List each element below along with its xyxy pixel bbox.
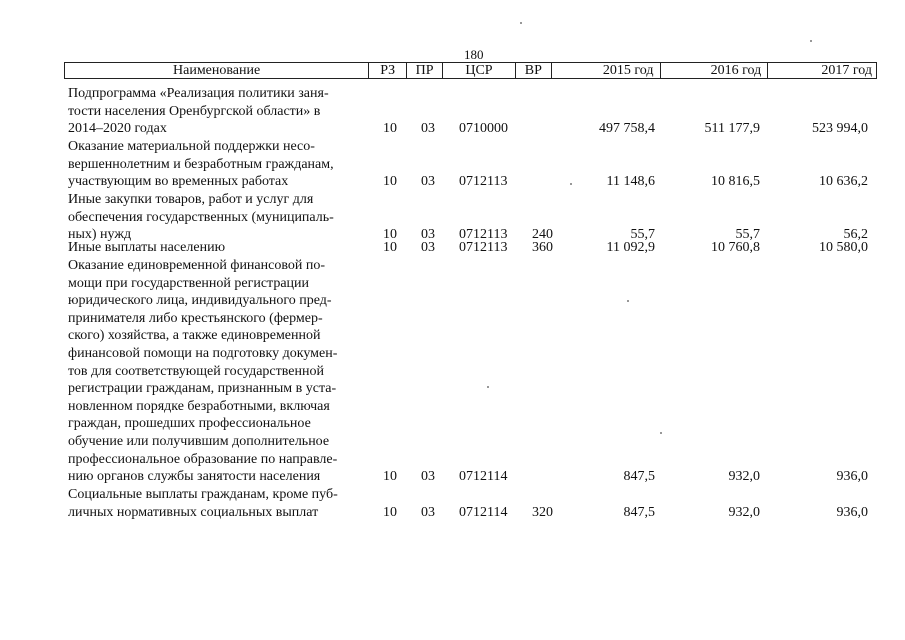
row-csr: 0712113 <box>459 227 508 243</box>
row-name-line: обучение или получившим дополнительное <box>68 433 330 449</box>
row-pr: 03 <box>421 504 435 520</box>
row-name-line: мощи при государственной регистрации <box>68 275 310 291</box>
row-name-line: регистрации гражданам, признанным в уста- <box>68 381 337 397</box>
header-2015: 2015 год <box>552 63 661 78</box>
row-name-line: Иные закупки товаров, работ и услуг для <box>68 192 314 207</box>
row-pr: 03 <box>421 121 435 137</box>
row-pr: 03 <box>421 240 435 255</box>
row-vr: 320 <box>532 504 553 520</box>
header-2017: 2017 год <box>821 63 872 78</box>
scan-speck <box>810 40 812 42</box>
row-2016: 511 177,9 <box>704 121 760 137</box>
row-2015: 55,7 <box>630 227 655 243</box>
page-number: 180 <box>464 47 484 62</box>
row-vr: 240 <box>532 227 553 243</box>
row-rz: 10 <box>383 504 397 520</box>
scan-speck <box>487 386 489 388</box>
scan-speck <box>627 300 629 302</box>
row-name-line: новленном порядке безработными, включая <box>68 398 330 414</box>
scan-speck <box>570 183 572 185</box>
row-2017: 10 636,2 <box>819 174 868 190</box>
row-csr: 0712114 <box>459 504 508 520</box>
row-2016: 932,0 <box>728 504 760 520</box>
header-vr: ВР <box>516 63 552 78</box>
row-rz: 10 <box>383 240 397 255</box>
row-name-line: Социальные выплаты гражданам, кроме пуб- <box>68 487 338 502</box>
row-name-line: Оказание материальной поддержки несо- <box>68 139 315 154</box>
row-name <box>68 239 368 257</box>
row-2015: 11 092,9 <box>606 240 655 255</box>
row-name-line: личных нормативных социальных выплат <box>68 504 319 520</box>
scan-speck <box>660 432 662 434</box>
row-2017: 936,0 <box>836 504 868 520</box>
row-name <box>68 257 368 486</box>
row-csr: 0712113 <box>459 240 508 255</box>
header-name: Наименование <box>65 63 369 78</box>
header-rz: РЗ <box>369 63 407 78</box>
scan-speck <box>520 22 522 24</box>
row-name-line: нию органов службы занятости населения <box>68 469 321 485</box>
row-2016: 932,0 <box>728 469 760 485</box>
row-2016: 10 816,5 <box>711 174 760 190</box>
row-name-line: граждан, прошедших профессиональное <box>68 416 311 432</box>
row-name-line: ского) хозяйства, а также единовременной <box>68 328 321 344</box>
row-pr: 03 <box>421 469 435 485</box>
row-pr: 03 <box>421 174 435 190</box>
row-rz: 10 <box>383 174 397 190</box>
header-2016: 2016 год <box>661 63 769 78</box>
row-vr: 360 <box>532 240 553 255</box>
row-name-line: участвующим во временных работах <box>68 174 289 190</box>
row-csr: 0712113 <box>459 174 508 190</box>
row-2015: 847,5 <box>623 469 655 485</box>
row-2017: 523 994,0 <box>812 121 868 137</box>
row-name-line: Подпрограмма «Реализация политики заня- <box>68 86 329 101</box>
row-2017: 56,2 <box>843 227 868 243</box>
row-2015: 497 758,4 <box>599 121 655 137</box>
row-2017: 936,0 <box>836 469 868 485</box>
row-pr: 03 <box>421 227 435 243</box>
row-csr: 0712114 <box>459 469 508 485</box>
row-name <box>68 138 368 191</box>
row-rz: 10 <box>383 121 397 137</box>
row-name-line: Иные выплаты населению <box>68 240 226 255</box>
row-2015: 847,5 <box>623 504 655 520</box>
header-csr: ЦСР <box>443 63 516 78</box>
row-name-line: принимателя либо крестьянского (фермер- <box>68 310 323 326</box>
row-rz: 10 <box>383 227 397 243</box>
row-name <box>68 85 368 138</box>
row-name-line: Оказание единовременной финансовой по- <box>68 258 326 273</box>
row-2016: 10 760,8 <box>711 240 760 255</box>
row-2015: 11 148,6 <box>606 174 655 190</box>
row-name-line: профессиональное образование по направле- <box>68 451 338 467</box>
row-name-line: ных) нужд <box>68 227 132 243</box>
row-2017: 10 580,0 <box>819 240 868 255</box>
row-rz: 10 <box>383 469 397 485</box>
row-name <box>68 191 368 244</box>
row-name-line: вершеннолетним и безработным гражданам, <box>68 156 334 172</box>
row-name-line: финансовой помощи на подготовку докумен- <box>68 345 338 361</box>
row-2016: 55,7 <box>735 227 760 243</box>
row-name-line: 2014–2020 годах <box>68 121 167 137</box>
row-name-line: тов для соответствующей государственной <box>68 363 324 379</box>
row-csr: 0710000 <box>459 121 508 137</box>
row-name-line: юридического лица, индивидуального пред- <box>68 293 332 309</box>
row-name <box>68 486 368 521</box>
row-name-line: тости населения Оренбургской области» в <box>68 103 321 119</box>
row-name-line: обеспечения государственных (муниципаль- <box>68 209 334 225</box>
header-pr: ПР <box>407 63 443 78</box>
